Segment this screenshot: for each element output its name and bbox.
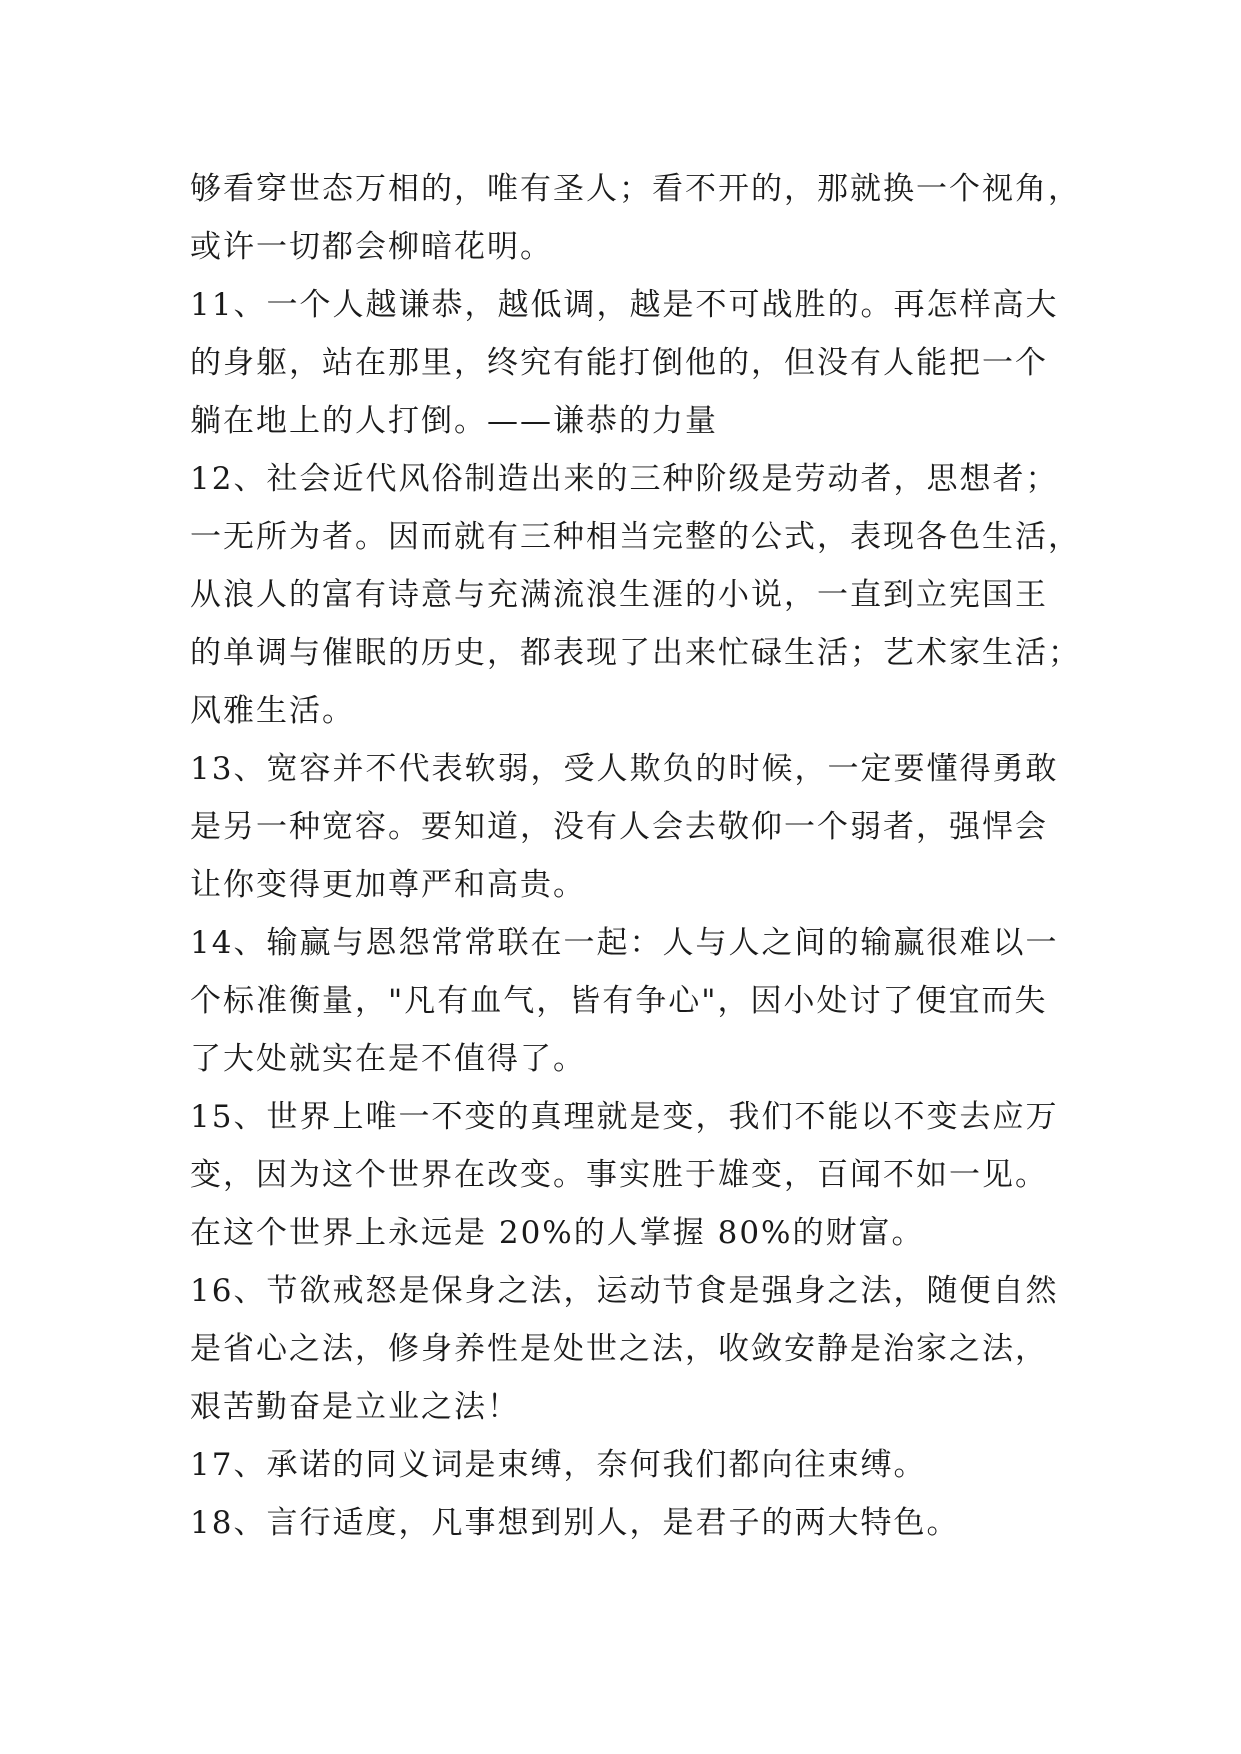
- text-line: 或许一切都会柳暗花明。: [190, 229, 553, 265]
- text-line: 16、节欲戒怒是保身之法，运动节食是强身之法，随便自然: [190, 1273, 1059, 1309]
- text-line: 是省心之法，修身养性是处世之法，收敛安静是治家之法，: [190, 1331, 1048, 1367]
- text-line: 了大处就实在是不值得了。: [190, 1041, 586, 1077]
- text-line: 的身躯，站在那里，终究有能打倒他的，但没有人能把一个: [190, 345, 1048, 381]
- text-line: 15、世界上唯一不变的真理就是变，我们不能以不变去应万: [190, 1099, 1059, 1135]
- text-line: 17、承诺的同义词是束缚，奈何我们都向往束缚。: [190, 1447, 927, 1483]
- text-line: 的单调与催眠的历史，都表现了出来忙碌生活；艺术家生活；: [190, 635, 1081, 671]
- text-line: 变，因为这个世界在改变。事实胜于雄变，百闻不如一见。: [190, 1157, 1048, 1193]
- text-line: 是另一种宽容。要知道，没有人会去敬仰一个弱者，强悍会: [190, 809, 1048, 845]
- text-line: 在这个世界上永远是 20%的人掌握 80%的财富。: [190, 1215, 925, 1251]
- text-line: 18、言行适度，凡事想到别人，是君子的两大特色。: [190, 1505, 960, 1541]
- body-text: [190, 160, 1081, 1552]
- text-line: 够看穿世态万相的，唯有圣人；看不开的，那就换一个视角，: [190, 171, 1081, 207]
- text-line: 让你变得更加尊严和高贵。: [190, 867, 586, 903]
- text-line: 躺在地上的人打倒。——谦恭的力量: [190, 403, 718, 439]
- text-line: 14、输赢与恩怨常常联在一起：人与人之间的输赢很难以一: [190, 925, 1059, 961]
- text-line: 13、宽容并不代表软弱，受人欺负的时候，一定要懂得勇敢: [190, 751, 1059, 787]
- text-line: 个标准衡量，"凡有血气，皆有争心"，因小处讨了便宜而失: [190, 983, 1048, 1019]
- text-line: 艰苦勤奋是立业之法！: [190, 1389, 520, 1425]
- text-line: 12、社会近代风俗制造出来的三种阶级是劳动者，思想者；: [190, 461, 1059, 497]
- text-line: 一无所为者。因而就有三种相当完整的公式，表现各色生活，: [190, 519, 1081, 555]
- text-line: 风雅生活。: [190, 693, 355, 729]
- text-line: 从浪人的富有诗意与充满流浪生涯的小说，一直到立宪国王: [190, 577, 1048, 613]
- text-line: 11、一个人越谦恭，越低调，越是不可战胜的。再怎样高大: [190, 287, 1059, 323]
